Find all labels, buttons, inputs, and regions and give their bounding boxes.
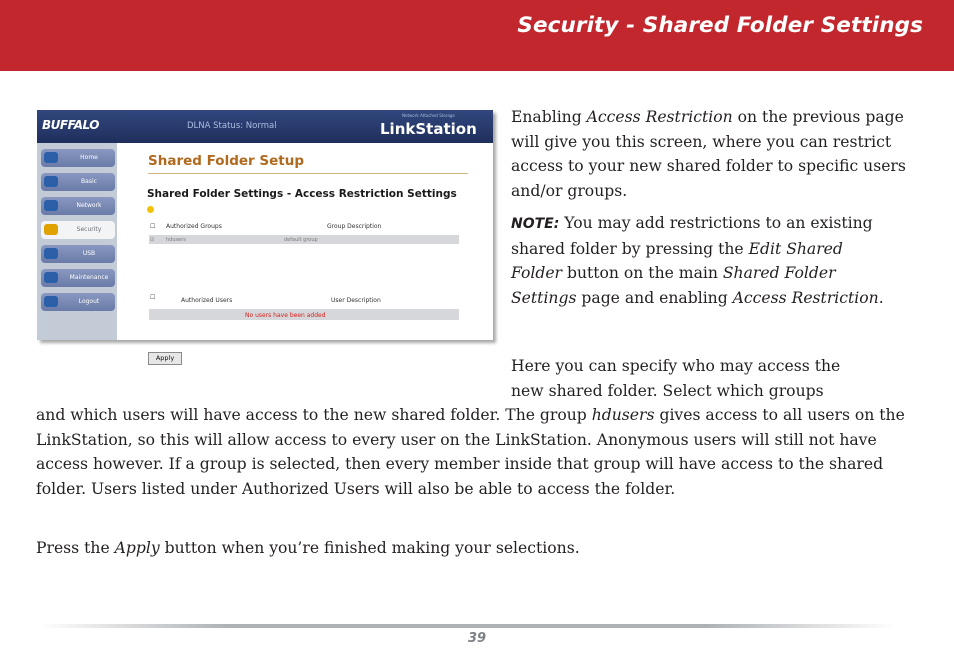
note-text: page and enabling: [576, 288, 733, 307]
hint-icon: [147, 206, 154, 213]
para2-line2: new shared folder. Select which groups: [511, 382, 824, 400]
para2-body: [36, 403, 916, 501]
nav-security: [41, 221, 115, 239]
title-divider: [148, 173, 468, 174]
security-icon: [44, 224, 58, 235]
group-row-name: hdusers: [166, 237, 186, 243]
dlna-status: DLNA Status: Normal: [187, 121, 277, 131]
nav-home: [41, 149, 115, 167]
apply-paragraph: [36, 536, 916, 561]
home-icon: [44, 152, 58, 163]
logout-icon: [44, 296, 58, 307]
screenshot-content: [117, 143, 493, 362]
note-emphasis: Shared Folder Settings: [511, 264, 836, 307]
intro-paragraph: [511, 105, 921, 203]
basic-icon: [44, 176, 58, 187]
access-restriction-title: [147, 187, 467, 217]
intro-text: Enabling: [511, 108, 587, 126]
shared-folder-setup-title: Shared Folder Setup: [148, 153, 304, 169]
network-icon: [44, 200, 58, 211]
nav-basic: [41, 173, 115, 191]
para2-text: and which users will have access to the new shared folder. The group: [36, 406, 592, 424]
maintenance-icon: [44, 272, 58, 283]
nav-label: USB: [82, 250, 96, 257]
section-title-text: Shared Folder Settings - Access Restriction Settings: [147, 188, 457, 200]
usb-icon: [44, 248, 58, 259]
para2-line1: Here you can specify who may access the: [511, 357, 841, 375]
no-users-message: No users have been added: [245, 312, 326, 319]
nav-label: Basic: [81, 178, 97, 185]
intro-text: on the previous page will give you this screen, where you can restrict access to your new shared folder to specific users and/or groups.: [511, 108, 906, 200]
users-header-check: ☐: [150, 294, 156, 301]
note-text: button on the main: [562, 264, 723, 282]
linkstation-screenshot: [37, 110, 493, 362]
apply-button: Apply: [148, 352, 182, 365]
group-row-check: ☑: [150, 237, 155, 243]
groups-header-desc: Group Description: [327, 223, 382, 230]
intro-emphasis: Access Restriction: [586, 108, 733, 126]
nav-label: Home: [80, 154, 98, 161]
nav-label: Logout: [78, 298, 100, 305]
para3-text: button when you’re finished making your selections.: [159, 539, 580, 557]
page-number: 39: [467, 631, 487, 646]
para2-text: gives access to all users on the LinkStation, so this will allow access to every user on the LinkStation. Anonymous users will still not have access however. If a group is selected, then every member inside that group will have access to the shared folder. Users listed under Authorized Users will also be able to access the folder.: [36, 406, 905, 498]
nav-label: Maintenance: [69, 274, 109, 281]
groups-header-name: Authorized Groups: [166, 223, 222, 230]
note-text: .: [878, 288, 884, 307]
header-banner: [0, 0, 954, 71]
para3-emphasis: Apply: [114, 539, 160, 557]
note-paragraph: [511, 211, 896, 310]
users-header-name: Authorized Users: [181, 297, 233, 304]
users-header-desc: User Description: [331, 297, 381, 304]
nav-label: Network: [76, 202, 102, 209]
note-emphasis: Access Restriction: [732, 288, 879, 307]
buffalo-logo: BUFFALO: [42, 118, 99, 132]
para3-text: Press the: [36, 539, 115, 557]
screenshot-header: [37, 110, 493, 143]
page-title: Security - Shared Folder Settings: [517, 13, 923, 38]
para2-emphasis: hdusers: [591, 406, 655, 424]
note-emphasis: Edit Shared Folder: [511, 239, 843, 282]
brand-tagline: Network Attached Storage: [402, 113, 455, 118]
note-label: NOTE:: [511, 216, 560, 232]
nav-label: Security: [76, 226, 102, 233]
nav-usb: [41, 245, 115, 263]
nav-maintenance: [41, 269, 115, 287]
nav-network: [41, 197, 115, 215]
nav-logout: [41, 293, 115, 311]
screenshot-sidebar: [37, 143, 117, 340]
footer-rule: [40, 624, 895, 628]
linkstation-logo: LinkStation: [380, 120, 477, 138]
groups-header-check: ☐: [150, 223, 156, 230]
group-row-desc: default group: [284, 237, 318, 243]
note-text: You may add restrictions to an existing shared folder by pressing the: [511, 214, 873, 258]
